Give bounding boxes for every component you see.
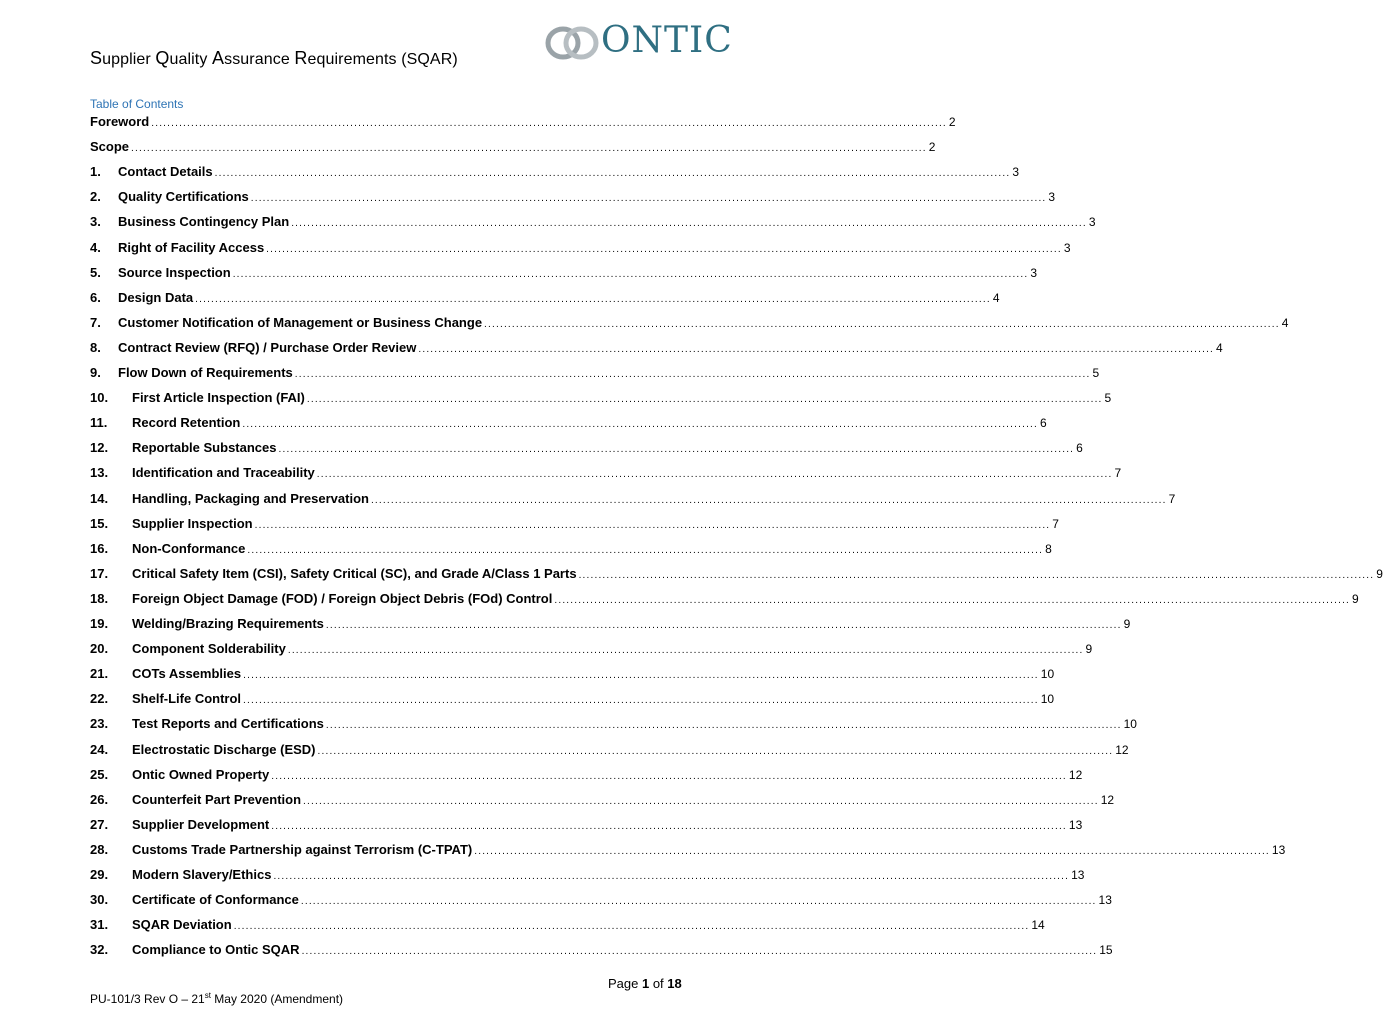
toc-entry-title: SQAR Deviation [132, 917, 232, 933]
toc-entry-number: 28. [90, 841, 109, 857]
toc-dot-leader: ........................................................................................................................................................................................................ [271, 770, 1067, 782]
toc-entry-title: Design Data [118, 289, 194, 305]
toc-entry[interactable] [90, 339, 1223, 356]
toc-dot-leader: ........................................................................................................................................................................................................ [370, 494, 1167, 506]
toc-entry-number: 27. [90, 816, 109, 832]
toc-entry-page: 4 [992, 290, 1000, 305]
toc-entry-number: 19. [90, 616, 109, 631]
toc-entry[interactable] [90, 189, 1056, 205]
toc-dot-leader: ........................................................................................................................................................................................................ [294, 369, 1091, 380]
page-prefix: Page [608, 976, 642, 991]
toc-entry-number: 29. [90, 867, 109, 882]
toc-entry-page: 10 [1040, 692, 1055, 707]
document-title [90, 48, 458, 69]
toc-entry-page: 10 [1040, 667, 1055, 682]
toc-entry[interactable] [90, 816, 1083, 833]
toc-entry-page: 10 [1123, 717, 1137, 732]
toc-entry[interactable] [90, 390, 1112, 406]
toc-entry-page: 14 [1031, 918, 1045, 933]
toc-entry[interactable] [90, 616, 1131, 632]
toc-entry-title: Foreign Object Damage (FOD) / Foreign Object Debris (FOd) Control [132, 590, 553, 606]
toc-entry[interactable] [90, 540, 1052, 557]
toc-dot-leader: ........................................................................................................................................................................................................ [247, 544, 1044, 556]
toc-entry-title: Identification and Traceability [132, 465, 315, 481]
toc-entry-number: 13. [90, 465, 109, 481]
toc-entry-page: 3 [1048, 190, 1056, 205]
toc-entry-page: 3 [1063, 240, 1071, 255]
toc-dot-leader: ........................................................................................................................................................................................................ [287, 645, 1084, 657]
toc-entry[interactable] [90, 440, 1083, 456]
toc-entry-title: Welding/Brazing Requirements [132, 616, 324, 631]
toc-entry-title: Record Retention [132, 415, 241, 431]
toc-dot-leader: ........................................................................................................................................................................................................ [131, 143, 927, 155]
toc-entry-number: 11. [90, 415, 108, 431]
toc-dot-leader: ........................................................................................................................................................................................................ [242, 419, 1039, 431]
toc-entry-number: 7. [90, 314, 101, 330]
toc-dot-leader: ........................................................................................................................................................................................................ [300, 896, 1097, 908]
toc-entry-title: Scope [90, 139, 130, 155]
toc-entry-number: 20. [90, 641, 109, 657]
toc-entry[interactable] [90, 114, 956, 130]
toc-entry-title: COTs Assemblies [132, 666, 242, 682]
toc-entry[interactable] [90, 867, 1085, 883]
toc-entry[interactable] [90, 766, 1083, 783]
toc-entry-page: 3 [1088, 215, 1096, 230]
toc-entry-page: 8 [1045, 541, 1052, 556]
toc-entry[interactable] [90, 314, 1289, 331]
toc-entry-title: Test Reports and Certifications [132, 716, 324, 732]
toc-entry[interactable] [90, 666, 1055, 682]
toc-entry-title: Shelf-Life Control [132, 691, 242, 707]
toc-dot-leader: ........................................................................................................................................................................................................ [301, 946, 1098, 958]
toc-entry-page: 13 [1098, 893, 1112, 908]
toc-entry-number: 12. [90, 440, 109, 456]
toc-entry-page: 13 [1271, 842, 1286, 857]
toc-entry-title: Supplier Inspection [132, 515, 253, 531]
toc-entry[interactable] [90, 415, 1047, 431]
toc-entry-page: 12 [1068, 767, 1083, 782]
toc-entry-page: 9 [1352, 591, 1359, 606]
logo-rings-icon [545, 26, 605, 60]
toc-entry[interactable] [90, 365, 1100, 381]
toc-entry-page: 7 [1114, 466, 1122, 481]
toc-entry[interactable] [90, 791, 1115, 808]
title-rest: equirements (SQAR) [307, 51, 458, 68]
toc-entry-title: Contact Details [118, 164, 213, 180]
toc-entry-number: 8. [90, 339, 101, 355]
toc-entry-page: 9 [1085, 642, 1093, 657]
toc-dot-leader: ........................................................................................................................................................................................................ [474, 845, 1270, 857]
toc-dot-leader: ........................................................................................................................................................................................................ [266, 243, 1062, 255]
toc-entry-title: Flow Down of Requirements [118, 365, 293, 380]
toc-entry-page: 2 [948, 115, 956, 129]
title-rest: upplier [102, 51, 156, 68]
toc-entry-title: Right of Facility Access [118, 239, 265, 255]
logo-wordmark: ONTIC [601, 20, 733, 61]
toc-entry-title: Contract Review (RFQ) / Purchase Order Review [118, 339, 417, 355]
toc-entry[interactable] [90, 565, 1383, 582]
toc-dot-leader: ........................................................................................................................................................................................................ [232, 268, 1029, 280]
toc-entry-number: 30. [90, 892, 109, 908]
page-current: 1 [641, 976, 650, 991]
toc-entry[interactable] [90, 716, 1137, 732]
toc-entry-number: 18. [90, 590, 109, 606]
toc-entry-number: 21. [90, 666, 109, 682]
toc-dot-leader: ........................................................................................................................................................................................................ [273, 871, 1070, 882]
title-cap: Q [155, 48, 170, 68]
toc-entry[interactable] [90, 465, 1122, 481]
toc-entry-page: 12 [1100, 792, 1115, 807]
toc-dot-leader: ........................................................................................................................................................................................................ [151, 118, 947, 129]
toc-entry[interactable] [90, 264, 1038, 281]
toc-entry-title: Critical Safety Item (CSI), Safety Critical (SC), and Grade A/Class 1 Parts [132, 565, 577, 581]
toc-entry-title: Reportable Substances [132, 440, 277, 456]
title-cap: A [212, 48, 225, 68]
toc-entry-page: 7 [1052, 516, 1059, 531]
toc-heading: Table of Contents [90, 97, 184, 111]
page-total: 18 [667, 976, 682, 991]
toc-dot-leader: ........................................................................................................................................................................................................ [484, 318, 1280, 330]
toc-entry-page: 6 [1040, 416, 1047, 431]
toc-entry-number: 23. [90, 716, 109, 732]
toc-entry-title: Supplier Development [132, 816, 270, 832]
toc-entry[interactable] [90, 164, 1019, 180]
toc-entry[interactable] [90, 590, 1359, 607]
toc-entry-title: Customer Notification of Management or Business Change [118, 314, 483, 330]
title-rest: uality [169, 51, 212, 68]
toc-entry-number: 4. [90, 239, 101, 255]
toc-entry-number: 26. [90, 791, 109, 807]
toc-entry-page: 15 [1099, 943, 1113, 958]
toc-entry[interactable] [90, 942, 1113, 958]
toc-entry-number: 9. [90, 365, 101, 380]
toc-entry-title: Customs Trade Partnership against Terrorism (C-TPAT) [132, 841, 473, 857]
toc-dot-leader: ........................................................................................................................................................................................................ [254, 519, 1051, 531]
toc-dot-leader: ........................................................................................................................................................................................................ [250, 193, 1047, 205]
ontic-logo [545, 20, 745, 62]
toc-entry-title: Business Contingency Plan [118, 214, 290, 230]
toc-entry-number: 31. [90, 917, 109, 933]
toc-dot-leader: ........................................................................................................................................................................................................ [278, 444, 1075, 456]
toc-entry-page: 9 [1376, 566, 1383, 581]
toc-dot-leader: ........................................................................................................................................................................................................ [233, 921, 1030, 933]
toc-entry[interactable] [90, 741, 1129, 758]
toc-entry-title: Compliance to Ontic SQAR [132, 942, 300, 958]
toc-entry[interactable] [90, 214, 1096, 230]
toc-entry[interactable] [90, 139, 936, 155]
toc-entry[interactable] [90, 490, 1176, 507]
toc-entry-page: 4 [1281, 315, 1289, 330]
toc-entry-number: 25. [90, 766, 109, 782]
toc-entry-number: 17. [90, 565, 109, 581]
toc-entry[interactable] [90, 691, 1055, 707]
toc-entry[interactable] [90, 841, 1286, 858]
toc-entry-number: 16. [90, 540, 109, 556]
toc-entry-page: 5 [1092, 366, 1100, 380]
title-cap: R [294, 48, 308, 68]
toc-entry-number: 22. [90, 691, 109, 707]
title-rest: ssurance [224, 51, 295, 68]
toc-entry-page: 3 [1012, 165, 1019, 180]
toc-entry-page: 13 [1068, 817, 1083, 832]
toc-entry[interactable] [90, 515, 1059, 532]
toc-dot-leader: ........................................................................................................................................................................................................ [243, 695, 1039, 707]
toc-entry[interactable] [90, 917, 1045, 933]
toc-entry-page: 5 [1104, 391, 1112, 406]
toc-dot-leader: ........................................................................................................................................................................................................ [578, 569, 1375, 581]
document-footer [90, 991, 343, 1006]
toc-entry-number: 2. [90, 189, 101, 205]
footer-sup: st [204, 991, 211, 1000]
toc-entry-number: 3. [90, 214, 101, 230]
toc-dot-leader: ........................................................................................................................................................................................................ [325, 720, 1122, 732]
toc-entry-page: 9 [1123, 617, 1131, 631]
toc-dot-leader: ........................................................................................................................................................................................................ [325, 620, 1122, 631]
toc-entry-number: 10. [90, 390, 109, 406]
toc-entry-number: 14. [90, 490, 109, 506]
toc-entry-number: 32. [90, 942, 109, 958]
footer-text: PU-101/3 Rev O – 21 [90, 992, 205, 1006]
toc-dot-leader: ........................................................................................................................................................................................................ [316, 469, 1113, 481]
toc-dot-leader: ........................................................................................................................................................................................................ [317, 745, 1114, 757]
toc-entry-number: 24. [90, 741, 109, 757]
page-indicator [608, 976, 682, 991]
title-cap: S [90, 48, 103, 68]
toc-entry-number: 1. [90, 164, 101, 180]
toc-entry-title: Modern Slavery/Ethics [132, 867, 272, 882]
toc-dot-leader: ........................................................................................................................................................................................................ [214, 168, 1011, 180]
toc-entry-title: Component Solderability [132, 641, 286, 657]
toc-entry-title: Handling, Packaging and Preservation [132, 490, 369, 506]
toc-entry-title: Certificate of Conformance [132, 892, 299, 908]
toc-entry-page: 6 [1076, 441, 1083, 456]
toc-dot-leader: ........................................................................................................................................................................................................ [418, 343, 1215, 355]
page-middle: of [649, 976, 668, 991]
toc-entry-page: 3 [1030, 265, 1038, 280]
toc-entry-title: Ontic Owned Property [132, 766, 270, 782]
toc-dot-leader: ........................................................................................................................................................................................................ [306, 394, 1103, 406]
toc-entry-number: 15. [90, 515, 109, 531]
toc-entry-page: 13 [1071, 868, 1085, 882]
toc-entry-page: 4 [1216, 340, 1223, 355]
toc-dot-leader: ........................................................................................................................................................................................................ [271, 820, 1067, 832]
footer-text-end: May 2020 (Amendment) [210, 992, 344, 1006]
toc-entry[interactable] [90, 892, 1112, 908]
toc-dot-leader: ........................................................................................................................................................................................................ [195, 293, 991, 305]
toc-entry-number: 6. [90, 289, 101, 305]
toc-entry-page: 7 [1168, 491, 1176, 506]
toc-dot-leader: ........................................................................................................................................................................................................ [303, 795, 1099, 807]
toc-entry-title: Foreword [90, 114, 150, 129]
toc-entry-number: 5. [90, 264, 101, 280]
toc-dot-leader: ........................................................................................................................................................................................................ [243, 670, 1039, 682]
toc-entry-title: Electrostatic Discharge (ESD) [132, 741, 316, 757]
toc-entry-title: First Article Inspection (FAI) [132, 390, 305, 406]
toc-entry-title: Non-Conformance [132, 540, 246, 556]
toc-entry[interactable] [90, 641, 1093, 657]
toc-entry-page: 2 [928, 140, 936, 155]
toc-entry-page: 12 [1115, 742, 1129, 757]
toc-entry[interactable] [90, 239, 1071, 256]
toc-entry-title: Counterfeit Part Prevention [132, 791, 302, 807]
toc-entry-title: Quality Certifications [118, 189, 249, 205]
toc-entry[interactable] [90, 289, 1000, 306]
toc-dot-leader: ........................................................................................................................................................................................................ [291, 218, 1087, 230]
toc-entry-title: Source Inspection [118, 264, 231, 280]
toc-dot-leader: ........................................................................................................................................................................................................ [554, 594, 1351, 606]
